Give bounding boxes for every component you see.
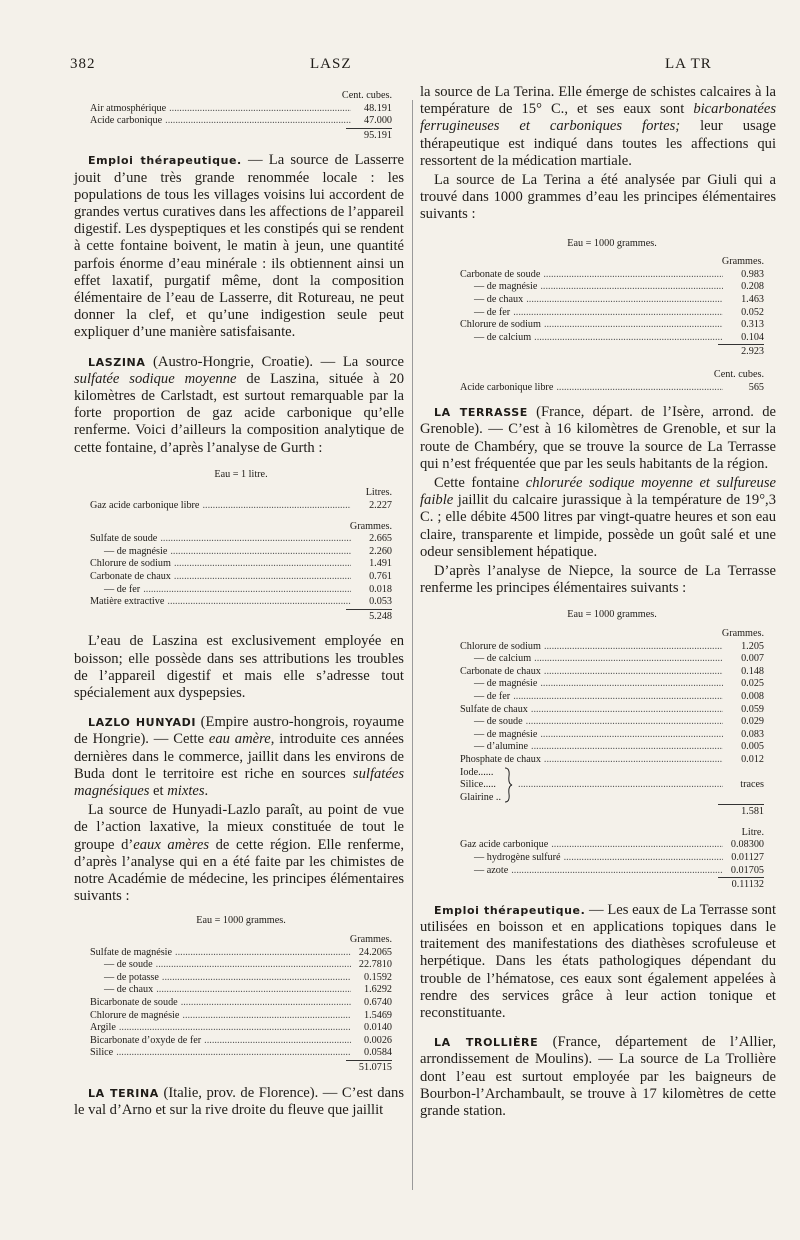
table-total: 1.581	[460, 804, 764, 819]
dot-leader	[513, 691, 723, 704]
dot-leader	[169, 103, 351, 116]
row-label: Bicarbonate d’oxyde de fer	[90, 1034, 202, 1046]
table-row	[90, 533, 392, 546]
row-label: Phosphate de chaux	[460, 753, 541, 765]
table-row	[90, 1022, 392, 1035]
row-label: — de fer	[474, 306, 511, 318]
dot-leader	[160, 533, 351, 546]
table-row	[90, 103, 392, 116]
dot-leader	[544, 666, 723, 679]
table-unit: Cent. cubes.	[713, 368, 764, 380]
row-value: 0.104	[741, 331, 764, 343]
paragraph-hunyadi-analysis: La source de Hunyadi-Lazlo paraît, au point de vue de l’action laxative, la mieux constituée de tout le groupe d’eaux amères de cette région. Elle renferme, d’après l’analyse qui en a été faite par les chimistes de notre Académie de médecine, les principes élémentaires suivants :	[74, 802, 404, 905]
row-label: — de fer	[104, 583, 141, 595]
table-total: 2.923	[460, 344, 764, 359]
entry-heading: LA TROLLIÈRE	[434, 1036, 539, 1050]
table-row	[460, 839, 764, 852]
row-value: 0.761	[369, 570, 392, 582]
row-value: 0.0026	[363, 1034, 392, 1046]
page-number: 382	[70, 56, 96, 72]
table-unit: Grammes.	[349, 520, 392, 532]
dot-leader	[531, 741, 723, 754]
row-value: 0.6740	[363, 996, 392, 1008]
dot-leader	[540, 678, 723, 691]
table-row	[90, 596, 392, 609]
table-row	[460, 852, 764, 865]
table-total: 0.11132	[460, 877, 764, 892]
row-value: 47.000	[363, 115, 392, 127]
dot-leader	[564, 852, 723, 865]
table-total: 5.248	[90, 609, 392, 624]
row-value: 0.01127	[731, 852, 764, 864]
table-row	[460, 332, 764, 345]
paragraph-terrasse-analysis: D’après l’analyse de Niepce, la source de La Terrasse renferme les principes élémentaires suivants :	[420, 562, 776, 597]
dot-leader	[116, 1047, 351, 1060]
header-right-title: LA TR	[665, 56, 712, 72]
row-value: 0.0584	[363, 1047, 392, 1059]
table-row	[90, 972, 392, 985]
row-value: 0.059	[741, 703, 764, 715]
row-label: Chlorure de sodium	[460, 640, 541, 652]
row-label: — hydrogène sulfuré	[474, 852, 561, 864]
row-label: Air atmosphérique	[90, 102, 167, 114]
row-label: Gaz acide carbonique	[460, 839, 549, 851]
table-terrasse	[460, 609, 764, 891]
table-caption: Eau = 1000 grammes.	[196, 915, 286, 927]
paragraph-la-terrasse: LA TERRASSE (France, départ. de l’Isère, arrond. de Grenoble). — C’est à 16 kilomètres de Grenoble, et sur la route de Chambéry, que se trouve la source de La Terrasse qui n’est fréquentée que par les seuls habitants de la région.	[420, 404, 776, 472]
row-label: — d’alumine	[474, 741, 529, 753]
paragraph-terina-cont: la source de La Terina. Elle émerge de schistes calcaires à la température de 15° C., et ses eaux sont bicarbonatées ferrugineuses et carboniques fortes; leur usage thérapeutique est indiqué dans toutes les affections qui ressortent de la médication martiale.	[420, 84, 776, 169]
entry-heading: Emploi thérapeutique.	[88, 154, 242, 168]
dot-leader	[534, 332, 723, 345]
row-value: 1.205	[741, 640, 764, 652]
table-row	[90, 571, 392, 584]
entry-heading: LA TERRASSE	[434, 406, 528, 420]
row-value: 0.083	[741, 728, 764, 740]
row-label: — de fer	[474, 690, 511, 702]
table-row	[90, 947, 392, 960]
row-label: — de magnésie	[474, 281, 538, 293]
row-label: — azote	[474, 864, 509, 876]
dot-leader	[143, 584, 351, 597]
row-label: Matière extractive	[90, 596, 165, 608]
row-label: Carbonate de chaux	[90, 570, 171, 582]
row-value: 0.0140	[363, 1022, 392, 1034]
row-value: 24.2065	[358, 946, 392, 958]
entry-heading: LAZLO HUNYADI	[88, 716, 197, 730]
dot-leader	[513, 307, 723, 320]
paragraph-emploi-lasserre: Emploi thérapeutique. — La source de Lasserre jouit d’une très grande renommée locale : les populations de tous les villages voisins lui accordent de grandes vertus curatives dans les affections de l’appareil digestif. Les dyspeptiques et les constipés qui se rendent à cette fontaine boivent, le matin à jeun, une quantité parfois énorme d’eau minérale : ils obtiennent ainsi un effet laxatif, purgatif même, dont la composition élémentaire de l’eau de Lasserre, dit Rotureau, ne peut donner la clef, et qu’une indigestion seule peut expliquer d’une manière satisfaisante.	[74, 152, 404, 341]
row-label: — de chaux	[104, 984, 154, 996]
table-lasserre-gases	[90, 90, 392, 142]
paragraph-laszina: LASZINA (Austro-Hongrie, Croatie). — La source sulfatée sodique moyenne de Laszina, située à 20 kilomètres de Carlstadt, est surtout remarquable par la forte proportion de gaz acide carbonique qu’elle renferme. Voici d’ailleurs la composition analytique de cette fontaine, d’après l’analyse de Gurth :	[74, 353, 405, 456]
table-row	[90, 1035, 392, 1048]
table-row	[460, 281, 764, 294]
table-caption: Eau = 1 litre.	[214, 468, 268, 480]
dot-leader	[167, 596, 351, 609]
table-row	[90, 959, 392, 972]
right-column	[420, 84, 776, 1122]
row-value: 0.018	[369, 583, 392, 595]
row-value: 0.029	[741, 716, 764, 728]
row-label: Sulfate de chaux	[460, 703, 528, 715]
paragraph-lazlo-hunyadi: LAZLO HUNYADI (Empire austro-hongrois, royaume de Hongrie). — Cette eau amère, introduite ces années dernières dans le commerce, jaillit dans les environs de Buda dont le territoire est riche en sources sulfatées magnésiques et mixtes.	[74, 714, 405, 799]
dot-leader	[543, 269, 723, 282]
dot-leader	[119, 1022, 351, 1035]
dot-leader	[534, 653, 723, 666]
row-value: 0.01705	[730, 864, 764, 876]
row-label: Chlorure de sodium	[460, 319, 541, 331]
table-row	[90, 1010, 392, 1023]
table-row	[460, 666, 764, 679]
row-value: 22.7810	[358, 959, 392, 971]
dot-leader	[526, 294, 723, 307]
dot-leader	[204, 1035, 351, 1048]
row-label: Sulfate de soude	[90, 533, 158, 545]
dot-leader	[511, 865, 723, 878]
dot-leader	[544, 754, 723, 767]
running-header	[70, 56, 770, 76]
entry-heading: LA TERINA	[88, 1086, 159, 1100]
table-row-traces: Iode...... Silice..... Glairine .. ..... traces	[460, 767, 764, 805]
table-total: 95.191	[90, 128, 392, 143]
table-row	[90, 1047, 392, 1060]
table-row	[90, 584, 392, 597]
row-value: 0.208	[741, 281, 764, 293]
row-value: 0.007	[741, 653, 764, 665]
table-row: Acide carbonique libre ..... 565	[460, 382, 764, 395]
table-terina	[460, 238, 764, 395]
row-value: 0.052	[741, 306, 764, 318]
table-row	[460, 294, 764, 307]
row-value: 0.1592	[363, 971, 392, 983]
table-unit: Grammes.	[721, 627, 764, 639]
row-value: 1.491	[369, 558, 392, 570]
table-unit: Grammes.	[721, 256, 764, 268]
table-unit: Litres.	[365, 487, 392, 499]
table-row	[460, 653, 764, 666]
table-rows	[90, 533, 392, 609]
paragraph-laszina-usage: L’eau de Laszina est exclusivement employée en boisson; elle possède dans ses attributions les troubles de l’appareil digestif et mais elle s’adresse tout spécialement aux dyspepsies.	[74, 633, 404, 701]
table-row	[460, 865, 764, 878]
table-row	[460, 741, 764, 754]
dot-leader	[156, 959, 351, 972]
dot-leader	[170, 546, 351, 559]
table-row	[460, 641, 764, 654]
row-value: 0.012	[741, 753, 764, 765]
dot-leader	[540, 281, 723, 294]
row-value: 0.08300	[730, 839, 764, 851]
row-label: Bicarbonate de soude	[90, 996, 178, 1008]
row-label: Argile	[90, 1022, 116, 1034]
row-label: Carbonate de chaux	[460, 665, 541, 677]
dot-leader	[174, 558, 351, 571]
table-rows	[90, 103, 392, 128]
table-hunyadi	[90, 915, 392, 1074]
table-row	[460, 678, 764, 691]
table-row: Gaz acide carbonique libre ..... 2.227	[90, 500, 392, 513]
table-row	[460, 319, 764, 332]
row-label: Chlorure de sodium	[90, 558, 171, 570]
row-label: — de calcium	[474, 653, 532, 665]
row-value: 48.191	[363, 102, 392, 114]
table-unit: Cent. cubes.	[341, 90, 392, 101]
dot-leader	[540, 729, 723, 742]
table-row	[90, 558, 392, 571]
table-rows	[460, 269, 764, 345]
dot-leader	[544, 319, 723, 332]
row-value: 2.665	[369, 533, 392, 545]
table-row	[460, 754, 764, 767]
row-value: 0.053	[369, 596, 392, 608]
table-row	[90, 984, 392, 997]
header-left-title: LASZ	[310, 56, 352, 72]
entry-heading: Emploi thérapeutique.	[434, 903, 586, 917]
brace-icon	[503, 767, 513, 803]
table-unit: Litre.	[741, 826, 764, 838]
dot-leader	[165, 115, 351, 128]
row-label: — de magnésie	[474, 678, 538, 690]
row-value: 1.6292	[363, 984, 392, 996]
table-row	[460, 269, 764, 282]
table-row	[90, 115, 392, 128]
row-label: Silice	[90, 1047, 114, 1059]
paragraph-terina-analysis: La source de La Terina a été analysée par Giuli qui a trouvé dans 1000 grammes d’eau les principes élémentaires suivants :	[420, 172, 776, 223]
dot-leader	[182, 1010, 351, 1023]
column-divider	[412, 100, 413, 1190]
table-row	[460, 729, 764, 742]
row-value: 0.983	[741, 268, 764, 280]
table-unit: Grammes.	[349, 934, 392, 945]
table-row	[460, 307, 764, 320]
dot-leader	[544, 641, 723, 654]
entry-heading: LASZINA	[88, 355, 146, 369]
row-label: — de soude	[474, 716, 523, 728]
row-value: 1.463	[741, 294, 764, 305]
dot-leader	[162, 972, 351, 985]
row-label: — de chaux	[474, 294, 524, 305]
table-laszina	[90, 469, 392, 624]
paragraph-la-trolliere: LA TROLLIÈRE (France, département de l’Allier, arrondissement de Moulins). — La source de La Trollière dont l’eau est surtout employée par les baigneurs de Bourbon-l’Archambault, se trouve à 17 kilomètres de cette grande station.	[420, 1034, 776, 1120]
row-value: 0.025	[741, 678, 764, 690]
paragraph-la-terina: LA TERINA (Italie, prov. de Florence). — C’est dans le val d’Arno et sur la rive droite du fleuve que jaillit	[74, 1084, 405, 1118]
row-value: 2.260	[369, 545, 392, 557]
dot-leader	[174, 571, 351, 584]
table-row	[460, 691, 764, 704]
row-label: — de soude	[104, 959, 153, 971]
table-caption: Eau = 1000 grammes.	[567, 609, 657, 621]
row-label: — de calcium	[474, 331, 532, 343]
dot-leader	[175, 947, 351, 960]
table-caption: Eau = 1000 grammes.	[567, 237, 657, 249]
row-label: Carbonate de soude	[460, 268, 541, 280]
row-value: 1.5469	[363, 1009, 392, 1021]
dot-leader	[531, 704, 723, 717]
table-rows	[460, 839, 764, 877]
table-rows	[460, 641, 764, 767]
paragraph-terrasse-description: Cette fontaine chlorurée sodique moyenne et sulfureuse faible jaillit du calcaire jurassique à la température de 19°,3 C. ; elle débite 4500 litres par vingt-quatre heures et son eau claire, transparente et limpide, possède un goût salé et une odeur sensiblement hépatique.	[420, 474, 776, 560]
table-row	[460, 704, 764, 717]
table-row	[90, 546, 392, 559]
row-value: 0.148	[741, 665, 764, 677]
dot-leader	[156, 984, 351, 997]
row-value: 0.008	[741, 690, 764, 702]
dot-leader	[551, 839, 723, 852]
row-label: Chlorure de magnésie	[90, 1009, 180, 1021]
table-rows	[90, 947, 392, 1060]
row-label: Sulfate de magnésie	[90, 946, 173, 958]
dot-leader	[181, 997, 351, 1010]
table-row	[460, 716, 764, 729]
row-label: — de magnésie	[104, 545, 168, 557]
table-total: 51.0715	[90, 1060, 392, 1075]
dot-leader	[526, 716, 723, 729]
left-column	[74, 84, 404, 1121]
row-value: 0.313	[741, 319, 764, 331]
paragraph-emploi-terrasse: Emploi thérapeutique. — Les eaux de La Terrasse sont utilisées en boisson et en applications topiques dans le traitement des manifestations des diathèses scrofuleuse et herpétique. Dans les états pathologiques dépendant du trouble de l’hématose, ces eaux sont également appelées à rendre des services grâce à leur action tonique et reconstituante.	[420, 901, 776, 1022]
row-value: 0.005	[741, 741, 764, 753]
row-label: — de potasse	[104, 971, 159, 983]
row-label: — de magnésie	[474, 728, 538, 740]
table-row	[90, 997, 392, 1010]
brace-items: Iode...... Silice..... Glairine ..	[460, 766, 502, 803]
row-label: Acide carbonique	[90, 115, 163, 127]
